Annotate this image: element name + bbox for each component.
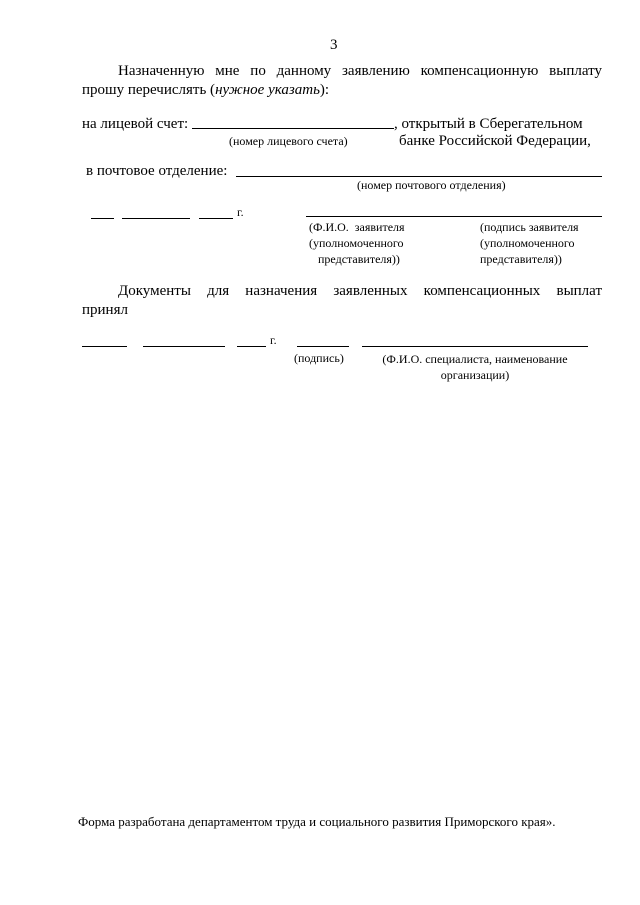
specialist-fio-line[interactable] bbox=[362, 346, 588, 347]
post-office-label: в почтовое отделение: bbox=[86, 163, 228, 179]
accepted-paragraph bbox=[82, 282, 602, 320]
page-number: 3 bbox=[330, 37, 338, 53]
account-number-caption: (номер лицевого счета) bbox=[229, 134, 348, 148]
specialist-year-line[interactable] bbox=[237, 346, 266, 347]
specialist-fio-caption: (Ф.И.О. специалиста, наименование организации) bbox=[382, 352, 568, 382]
applicant-sign-caption: (подпись заявителя (уполномоченного представителя)) bbox=[480, 220, 579, 266]
accepted-line-1: Документы для назначения заявленных компенсационных выплат bbox=[118, 283, 602, 299]
specialist-sign-line[interactable] bbox=[297, 346, 349, 347]
choose-needed-italic: нужное указать bbox=[215, 82, 320, 98]
specialist-day-line[interactable] bbox=[82, 346, 127, 347]
request-line-2: прошу перечислять (нужное указать): bbox=[82, 82, 330, 98]
account-number-field-line[interactable] bbox=[192, 128, 394, 129]
account-label: на лицевой счет: bbox=[82, 116, 189, 132]
post-office-field-line[interactable] bbox=[236, 176, 602, 177]
specialist-month-line[interactable] bbox=[143, 346, 225, 347]
specialist-year-suffix: г. bbox=[270, 333, 277, 347]
request-line-1: Назначенную мне по данному заявлению компенсационную выплату bbox=[118, 63, 602, 79]
applicant-month-line[interactable] bbox=[122, 218, 190, 219]
form-footer-note: Форма разработана департаментом труда и социального развития Приморского края». bbox=[78, 814, 556, 829]
applicant-fio-caption: (Ф.И.О. заявителя (уполномоченного представителя)) bbox=[309, 220, 405, 266]
account-opened-text: , открытый в Сберегательном bbox=[394, 116, 583, 132]
post-office-caption: (номер почтового отделения) bbox=[357, 178, 506, 192]
applicant-fio-sign-line[interactable] bbox=[306, 216, 602, 217]
accepted-line-2: принял bbox=[82, 302, 128, 318]
applicant-year-suffix: г. bbox=[237, 205, 244, 219]
applicant-day-line[interactable] bbox=[91, 218, 114, 219]
specialist-sign-caption: (подпись) bbox=[294, 351, 344, 365]
account-bank-text: банке Российской Федерации, bbox=[399, 133, 591, 149]
request-paragraph bbox=[82, 62, 602, 100]
applicant-year-line[interactable] bbox=[199, 218, 233, 219]
